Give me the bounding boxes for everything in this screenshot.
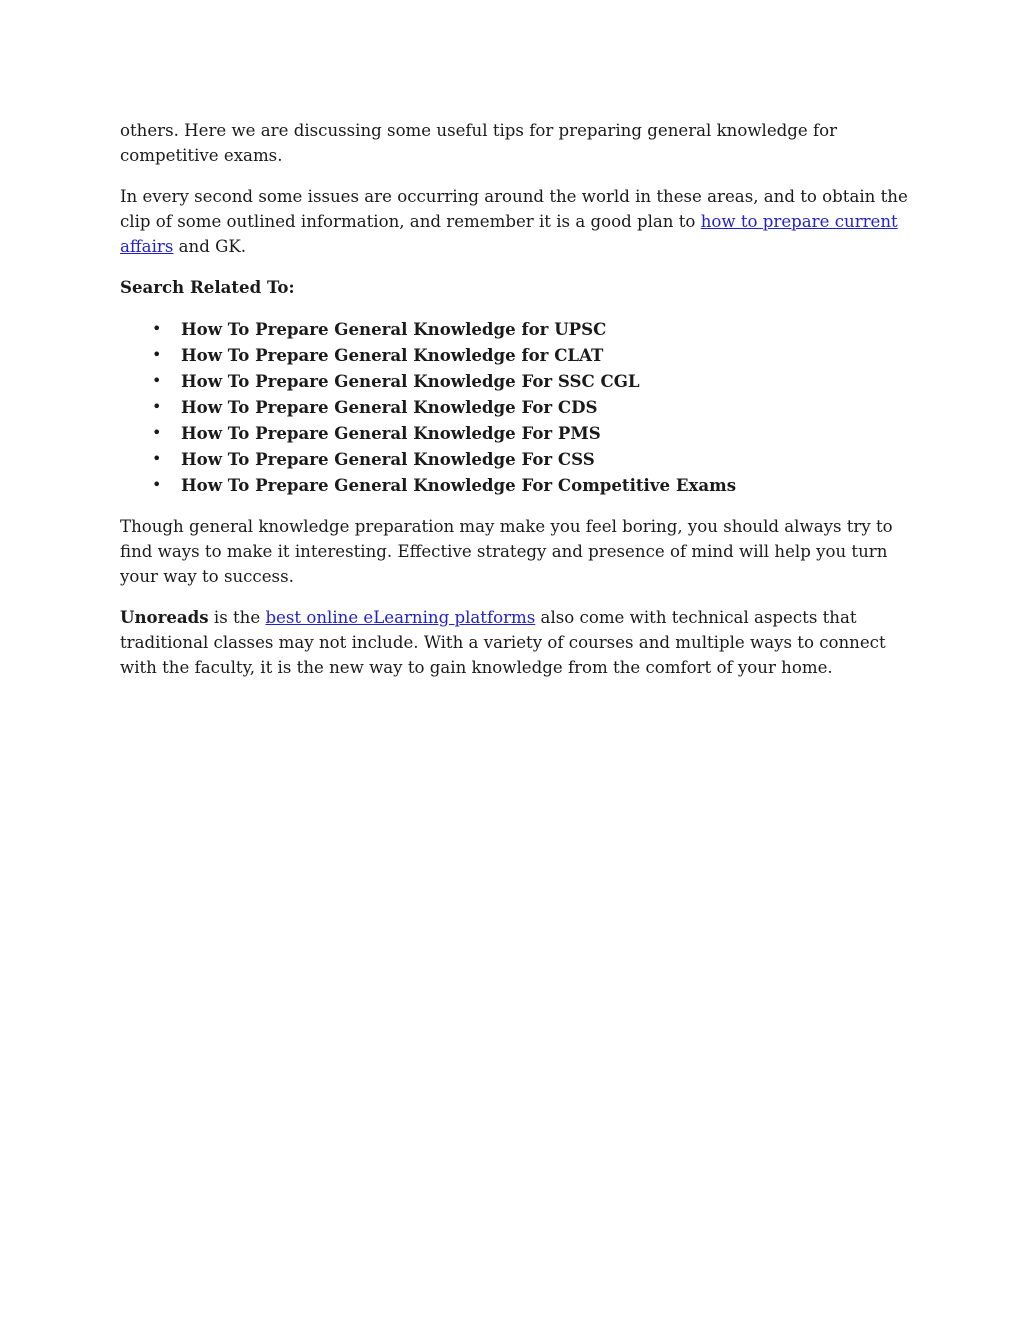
bullet-icon: • (152, 397, 162, 416)
list-item-label: How To Prepare General Knowledge for UPSC (181, 319, 607, 339)
current-affairs-paragraph (120, 184, 910, 259)
list-item-label: How To Prepare General Knowledge For CDS (181, 397, 598, 417)
paragraph-text: also come with technical aspects that traditional classes may not include. With a variety of courses and multiple ways to connect with the faculty, it is the new way to gain knowledge from the comfort of your home. (120, 608, 886, 677)
document-page (120, 118, 910, 696)
brand-name: Unoreads (120, 607, 209, 627)
list-item (120, 446, 910, 472)
search-related-heading: Search Related To: (120, 277, 295, 297)
list-item (120, 368, 910, 394)
bullet-icon: • (152, 319, 162, 338)
list-item (120, 394, 910, 420)
list-item (120, 342, 910, 368)
unoreads-paragraph (120, 605, 910, 680)
paragraph-text: In every second some issues are occurring around the world in these areas, and to obtain the clip of some outlined information, and remember it is a good plan to (120, 187, 908, 231)
list-item (120, 316, 910, 342)
bullet-icon: • (152, 371, 162, 390)
bullet-icon: • (152, 423, 162, 442)
list-item-label: How To Prepare General Knowledge For Competitive Exams (181, 475, 737, 495)
bullet-icon: • (152, 475, 162, 494)
current-affairs-link[interactable]: how to prepare current affairs (120, 212, 898, 256)
list-item (120, 472, 910, 498)
list-item-label: How To Prepare General Knowledge For PMS (181, 423, 601, 443)
paragraph-text: and GK. (173, 237, 247, 256)
conclusion-paragraph: Though general knowledge preparation may make you feel boring, you should always try to find ways to make it interesting. Effective strategy and presence of mind will help you turn your way to success. (120, 517, 893, 586)
related-list (120, 316, 910, 498)
bullet-icon: • (152, 449, 162, 468)
elearning-platforms-link[interactable]: best online eLearning platforms (265, 608, 536, 627)
list-item-label: How To Prepare General Knowledge For CSS (181, 449, 595, 469)
list-item (120, 420, 910, 446)
list-item-label: How To Prepare General Knowledge for CLAT (181, 345, 604, 365)
paragraph-text: is the (208, 608, 266, 627)
bullet-icon: • (152, 345, 162, 364)
intro-paragraph: others. Here we are discussing some useful tips for preparing general knowledge for competitive exams. (120, 121, 838, 165)
list-item-label: How To Prepare General Knowledge For SSC CGL (181, 371, 640, 391)
